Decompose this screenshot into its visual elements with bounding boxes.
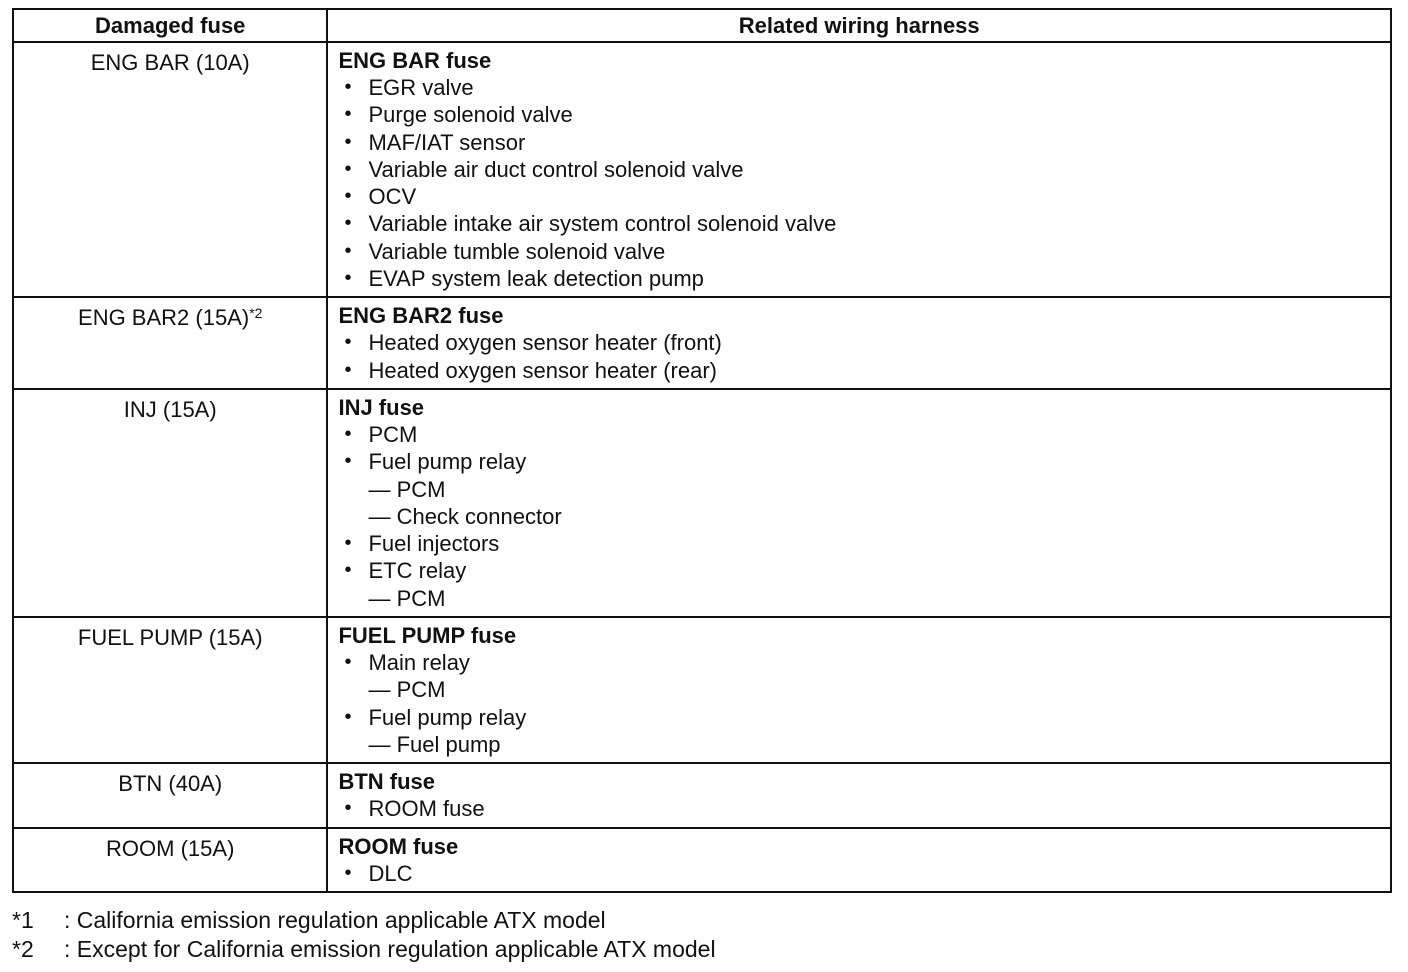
fuse-name: ENG BAR2 (15A): [78, 305, 250, 331]
footnote-mark: *1: [12, 907, 34, 933]
list-item: [338, 649, 1382, 676]
list-item: [338, 357, 1382, 384]
damaged-fuse-cell: [13, 389, 327, 617]
table-row: [13, 828, 1391, 892]
table-row: [13, 763, 1391, 827]
bullet-icon: •: [344, 861, 352, 884]
list-item: [338, 238, 1382, 265]
bullet-icon: •: [344, 76, 352, 98]
harness-list: [338, 329, 1382, 384]
header-damaged-fuse: Damaged fuse: [13, 9, 327, 42]
table-row: [13, 617, 1391, 763]
related-harness-cell: [327, 828, 1391, 892]
related-harness-cell: [327, 42, 1391, 297]
fuse-name: BTN (40A): [118, 771, 223, 797]
list-item: [338, 74, 1382, 101]
sub-list-item: — PCM: [368, 585, 446, 611]
table-row: [13, 42, 1391, 297]
list-item: [338, 329, 1382, 356]
list-item-label: Main relay: [368, 650, 470, 676]
list-item-label: EGR valve: [368, 75, 474, 100]
list-item-label: Variable air duct control solenoid valve: [368, 156, 744, 182]
sub-list-item: — Fuel pump: [368, 731, 501, 757]
damaged-fuse-cell: [13, 297, 327, 389]
bullet-icon: •: [344, 358, 352, 381]
list-item: [338, 421, 1382, 448]
list-item: [338, 860, 1382, 887]
footnote-1: [12, 906, 716, 935]
bullet-icon: •: [344, 705, 352, 728]
bullet-icon: •: [344, 267, 352, 290]
harness-list: [338, 649, 1382, 758]
list-item-label: Fuel pump relay: [368, 704, 527, 730]
harness-title: ROOM fuse: [338, 833, 459, 859]
list-item-label: MAF/IAT sensor: [368, 129, 526, 155]
list-item: [338, 156, 1382, 183]
list-item: [338, 183, 1382, 210]
list-item-label: Variable intake air system control solenoid valve: [368, 211, 837, 237]
harness-title: BTN fuse: [338, 769, 436, 795]
list-item: [338, 795, 1382, 822]
footnote-2: [12, 935, 716, 964]
bullet-icon: •: [344, 130, 352, 153]
list-item-label: OCV: [368, 184, 417, 210]
damaged-fuse-cell: [13, 617, 327, 763]
fuse-name: ENG BAR (10A): [90, 50, 250, 75]
bullet-icon: •: [344, 331, 352, 354]
footnote-text: : California emission regulation applicable ATX model: [64, 907, 606, 933]
damaged-fuse-cell: [13, 42, 327, 297]
fuse-table: [12, 8, 1392, 893]
list-item-label: Heated oxygen sensor heater (rear): [368, 357, 717, 383]
related-harness-cell: [327, 297, 1391, 389]
damaged-fuse-cell: [13, 828, 327, 892]
fuse-name: FUEL PUMP (15A): [77, 625, 263, 651]
table-header-row: [13, 9, 1391, 42]
list-item-label: ROOM fuse: [368, 796, 485, 822]
fuse-name: ROOM (15A): [106, 835, 235, 861]
footnote-text: : Except for California emission regulation applicable ATX model: [64, 936, 716, 962]
bullet-icon: •: [344, 532, 352, 555]
sub-list-item: — Check connector: [368, 503, 562, 529]
harness-list: [338, 860, 1382, 887]
list-item-label: PCM: [368, 421, 418, 447]
header-related-wiring-harness: Related wiring harness: [327, 9, 1391, 42]
footnote-mark: *2: [12, 936, 34, 962]
bullet-icon: •: [344, 212, 352, 235]
list-item-label: Heated oxygen sensor heater (front): [368, 330, 722, 356]
list-item-label: Variable tumble solenoid valve: [368, 238, 666, 264]
related-harness-cell: [327, 617, 1391, 763]
damaged-fuse-cell: [13, 763, 327, 827]
sub-list-item: — PCM: [368, 677, 446, 703]
list-item-label: DLC: [368, 860, 413, 886]
bullet-icon: •: [344, 450, 352, 473]
list-item-label: ETC relay: [368, 558, 467, 584]
list-item: [338, 101, 1382, 128]
list-item: [338, 530, 1382, 557]
list-item: [338, 704, 1382, 731]
bullet-icon: •: [344, 157, 352, 180]
harness-title: ENG BAR fuse: [338, 48, 492, 73]
list-item-label: EVAP system leak detection pump: [368, 266, 704, 292]
bullet-icon: •: [344, 559, 352, 582]
list-item: [338, 448, 1382, 475]
harness-title: INJ fuse: [338, 394, 425, 420]
table-body: [13, 42, 1391, 892]
list-item: [338, 129, 1382, 156]
bullet-icon: •: [344, 422, 352, 445]
bullet-icon: •: [344, 239, 352, 262]
table-row: [13, 297, 1391, 389]
bullet-icon: •: [344, 185, 352, 208]
related-harness-cell: [327, 389, 1391, 617]
list-item-label: Fuel pump relay: [368, 449, 527, 475]
list-item-label: Fuel injectors: [368, 531, 500, 557]
sub-list-item: — PCM: [368, 476, 446, 502]
list-item: [338, 210, 1382, 237]
list-item: [338, 265, 1382, 292]
harness-list: [338, 795, 1382, 822]
fuse-footnote-ref: *2: [249, 305, 263, 322]
list-item-label: Purge solenoid valve: [368, 102, 573, 128]
harness-list: [338, 74, 1382, 292]
harness-list: [338, 421, 1382, 612]
footnotes: [12, 906, 716, 964]
related-harness-cell: [327, 763, 1391, 827]
fuse-name: INJ (15A): [123, 396, 217, 422]
bullet-icon: •: [344, 103, 352, 126]
harness-title: ENG BAR2 fuse: [338, 303, 504, 329]
bullet-icon: •: [344, 797, 352, 820]
table-row: [13, 389, 1391, 617]
list-item: [338, 557, 1382, 584]
harness-title: FUEL PUMP fuse: [338, 623, 517, 649]
bullet-icon: •: [344, 651, 352, 674]
